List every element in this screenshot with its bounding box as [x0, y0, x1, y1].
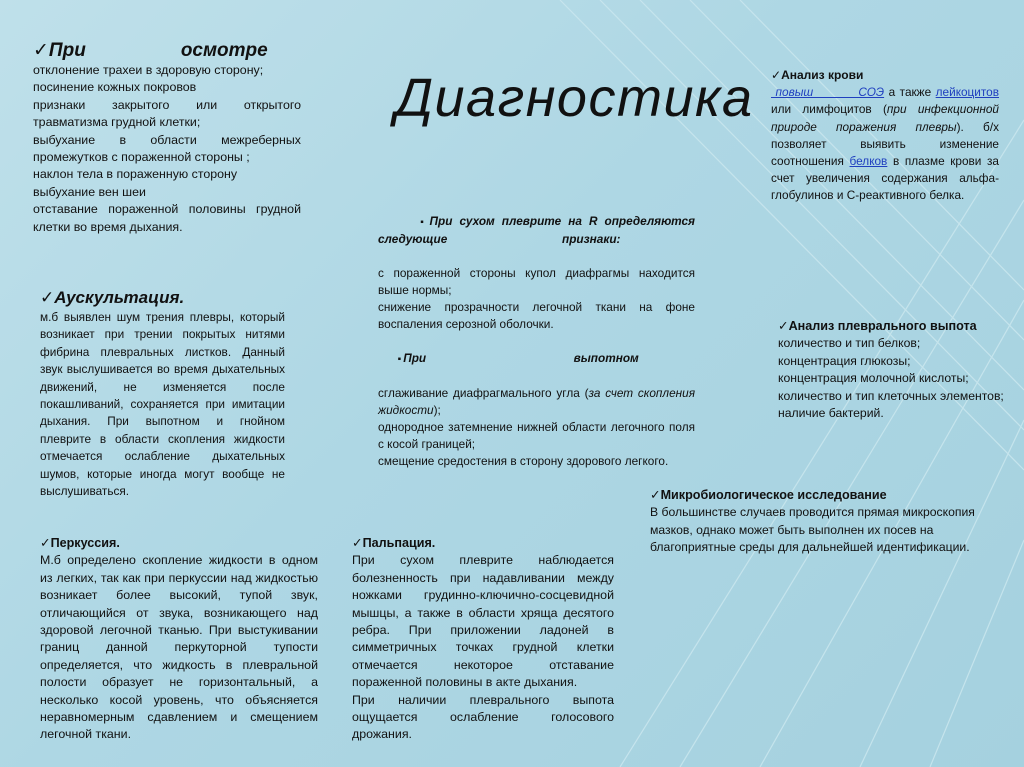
blood-text-part: или лимфоцитов (: [771, 102, 887, 117]
blood-analysis-section: [771, 67, 999, 205]
check-icon: ✓: [352, 536, 363, 550]
check-icon: ✓: [40, 288, 55, 307]
palpation-section: [352, 535, 614, 744]
microbiology-text: В большинстве случаев проводится прямая микроскопия мазков, однако может быть выполнен их посев на благоприятные среды для дальнейшей идентификации.: [650, 505, 975, 555]
auscultation-text: м.б выявлен шум трения плевры, который возникает при трении покрытых нитями фибрина плевральных листков. Данный звук выслушивается во время дыхательных движений, не изменяется после покашливаний, сохраняется при имитации дыхания. При выпотном и гнойном плеврите в области скопления жидкости отмечается ослабление дыхательных шумов, которые иногда могут вообще не выслушиваться.: [40, 310, 285, 499]
pleural-line: наличие бактерий.: [778, 406, 884, 421]
inspection-line: выбухание в области межреберных промежутков с пораженной стороны ;: [33, 132, 301, 165]
blood-analysis-text: [771, 84, 999, 204]
blood-analysis-heading-text: Анализ крови: [781, 68, 864, 82]
check-icon: ✓: [40, 536, 51, 550]
pleural-line: концентрация молочной кислоты;: [778, 371, 969, 386]
leukocytes-link[interactable]: лейкоцитов: [935, 85, 999, 100]
palpation-heading: [352, 535, 614, 552]
inspection-line: выбухание вен шеи: [33, 184, 146, 199]
xray-wet-line-1-italic: за счет скопления жидкости: [378, 386, 695, 417]
microbiology-heading: [650, 487, 1005, 504]
pleural-analysis-section: [778, 318, 1024, 422]
xray-wet-line-1: [378, 385, 695, 419]
xray-section: [378, 196, 699, 470]
pleural-analysis-heading-text: Анализ плеврального выпота: [788, 319, 977, 333]
xray-wet-line-1-pre: сглаживание диафрагмального угла (: [378, 386, 589, 400]
blood-text-italic: при инфекционной природе поражения плевры: [771, 102, 999, 134]
pleural-line: концентрация глюкозы;: [778, 353, 911, 368]
palpation-text-2: При наличии плеврального выпота ощущается ослабление голосового дрожания.: [352, 692, 614, 742]
xray-wet-heading: [378, 333, 695, 385]
check-icon: ✓: [778, 319, 789, 333]
inspection-line: отклонение трахеи в здоровую сторону;: [33, 63, 264, 77]
slide-title: Диагностика: [395, 68, 754, 128]
palpation-heading-text: Пальпация.: [362, 536, 436, 550]
auscultation-heading-text: Аускультация.: [54, 288, 185, 307]
xray-wet-heading-text: При выпотном: [403, 351, 639, 365]
pleural-line: количество и тип белков;: [778, 336, 921, 351]
check-icon: ✓: [33, 40, 49, 61]
check-icon: ✓: [771, 68, 782, 82]
microbiology-heading-text: Микробиологическое исследование: [660, 488, 887, 502]
bullet-icon: ▪: [397, 354, 402, 365]
blood-analysis-heading: [771, 67, 999, 84]
inspection-heading: [33, 40, 301, 62]
palpation-text-1: При сухом плеврите наблюдается болезненность при надавливании между ножками грудинно-ключично-сосцевидной мышцы, а также в области хряща десятого ребра. При приложении ладоней в симметричных точках грудной клетки отмечается некоторое отставание пораженной половины в акте дыхания.: [352, 553, 614, 690]
proteins-link[interactable]: белков: [849, 154, 888, 169]
check-icon: ✓: [650, 488, 661, 502]
auscultation-section: [40, 287, 285, 500]
blood-text-part: в плазме крови за счет увеличения содержания альфа-глобулинов и С-реактивного белка.: [771, 154, 999, 203]
percussion-text: М.б определено скопление жидкости в одном из легких, так как при перкуссии над жидкостью возникает более высокий, тупой звук, отличающийся от звука, возникающего над здоровой легочной тканью. При выстукивании границ данной перкуторной тупости определяется, что жидкость в плевральной полости образует не горизонтальный, а несколько косой уровень, что объясняется неравномерным сдавлением и смещением легочной ткани.: [40, 553, 318, 742]
pleural-analysis-heading: [778, 318, 1024, 335]
inspection-section: [33, 40, 301, 236]
inspection-line: признаки закрытого или открытого травматизма грудной клетки;: [33, 97, 301, 130]
xray-dry-heading: [378, 196, 699, 265]
xray-wet-line: однородное затемнение нижней области легочного поля с косой границей;: [378, 420, 695, 451]
xray-dry-line: снижение прозрачности легочной ткани на фоне воспаления серозной оболочки.: [378, 300, 695, 331]
percussion-section: [40, 535, 318, 744]
inspection-line: отставание пораженной половины грудной клетки во время дыхания.: [33, 202, 301, 234]
inspection-line: посинение кожных покровов: [33, 80, 197, 95]
inspection-line: наклон тела в пораженную сторону: [33, 167, 238, 182]
blood-text-part: ). б/х позволяет выявить изменение соотношения: [771, 119, 999, 169]
blood-text-part: а также: [884, 85, 936, 100]
pleural-line: количество и тип клеточных элементов;: [778, 388, 1004, 403]
xray-dry-line: с пораженной стороны купол диафрагмы находится выше нормы;: [378, 266, 695, 297]
percussion-heading-text: Перкуссия.: [50, 536, 120, 550]
xray-dry-heading-text: При сухом плеврите на R определяются следующие признаки:: [378, 214, 699, 246]
inspection-heading-text: При осмотре: [48, 40, 268, 61]
bullet-icon: ▪: [420, 217, 428, 228]
microbiology-section: [650, 487, 1005, 557]
xray-wet-line: смещение средостения в сторону здорового легкого.: [378, 454, 669, 468]
auscultation-heading: [40, 287, 285, 309]
xray-wet-line-1-post: );: [433, 403, 441, 417]
esr-increase-link[interactable]: повыш СОЭ: [771, 85, 885, 100]
percussion-heading: [40, 535, 318, 552]
